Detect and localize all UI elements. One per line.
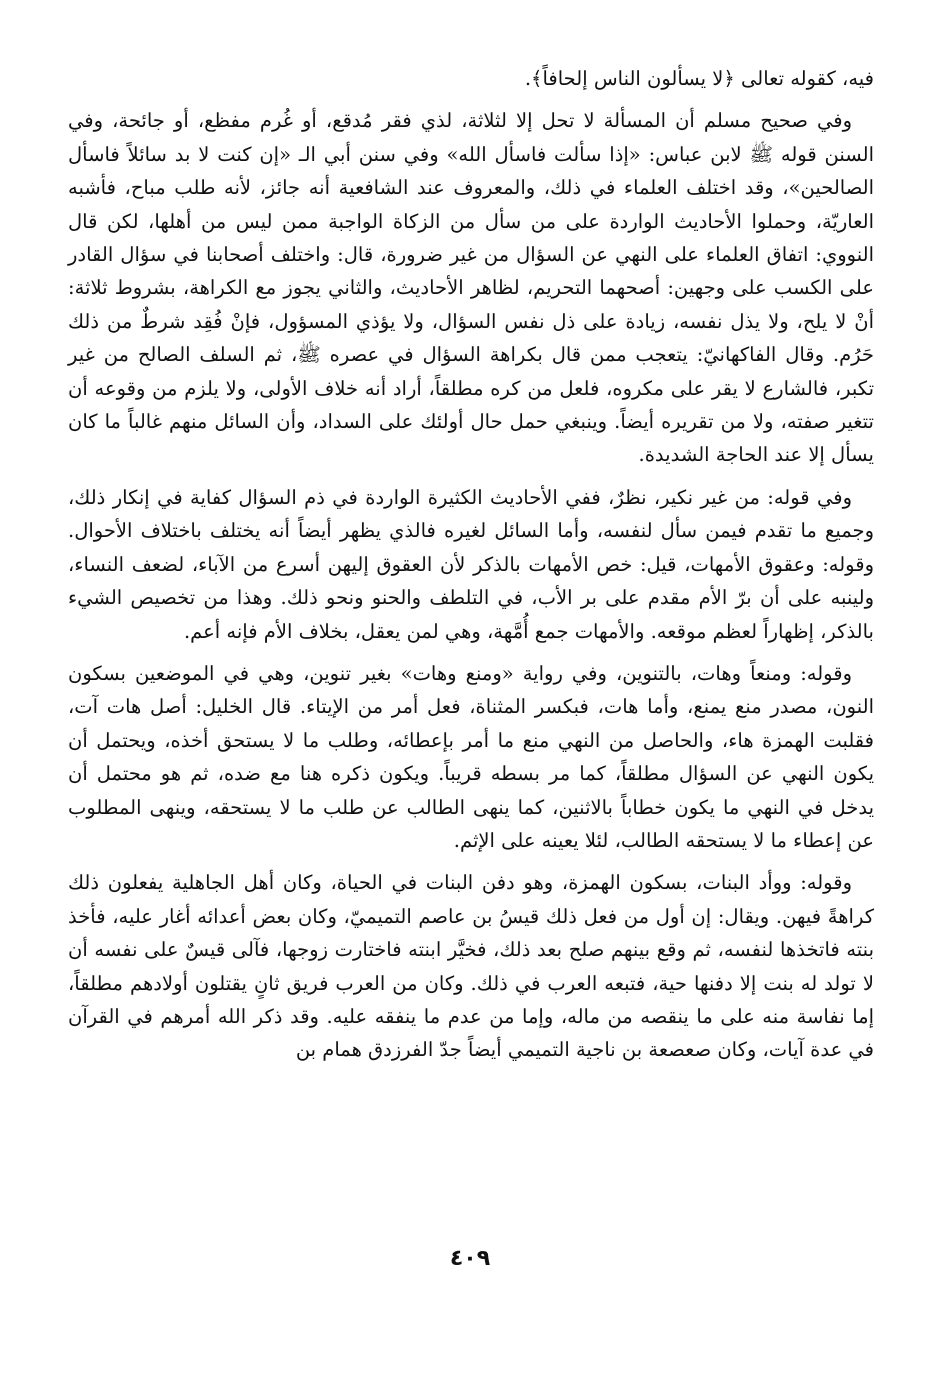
paragraph-begging: وفي صحيح مسلم أن المسألة لا تحل إلا لثلاثة، لذي فقر مُدقع، أو غُرم مفظع، أو جائحة، وفي السنن قوله ﷺ لابن عباس: «إذا سألت فاسأل الله» وفي سنن أبي الـ «إن كنت لا بد سائلاً فاسأل الصالحين»، وقد اختلف العلماء في ذلك، والمعروف عند الشافعية أنه جائز، لأنه طلب مباح، فأشبه العاريّة، وحملوا الأحاديث الواردة على من سأل من الزكاة الواجبة ممن ليس من أهلها، لكن قال النووي: اتفاق العلماء على النهي عن السؤال من غير ضرورة، قال: واختلف أصحابنا في سؤال القادر على الكسب على وجهين: أصحهما التحريم، لظاهر الأحاديث، والثاني يجوز مع الكراهة، بشروط ثلاثة: أنْ لا يلح، ولا يذل نفسه، زيادة على ذل نفس السؤال، ولا يؤذي المسؤول، فإنْ فُقِد شرطٌ من ذلك حَرُم. وقال الفاكهانيّ: يتعجب ممن قال بكراهة السؤال في عصره ﷺ، ثم السلف الصالح من غير تكبر، فالشارع لا يقر على مكروه، فلعل من كره مطلقاً، أراد أنه خلاف الأولى، ولا يلزم من وقوعه أن تتغير صفته، ولا من تقريره أيضاً. وينبغي حمل حال أولئك على السداد، وأن السائل منهم غالباً ما كان يسأل إلا عند الحاجة الشديدة. — [68, 109, 874, 467]
paragraph-burying-daughters: وقوله: ووأد البنات، بسكون الهمزة، وهو دفن البنات في الحياة، وكان أهل الجاهلية يفعلون ذلك كراهةً فيهن. ويقال: إن أول من فعل ذلك قيسُ بن عاصم التميميّ، وكان بعض أعدائه أغار عليه، فأخذ بنته فاتخذها لنفسه، ثم وقع بينهم صلح بعد ذلك، فخيَّر ابنته فاختارت زوجها، فآلى قيسٌ على نفسه أن لا تولد له بنت إلا دفنها حية، فتبعه العرب في ذلك. وكان من العرب فريق ثانٍ يقتلون أولادهم مطلقاً، إما نفاسة منه على ما ينقصه من ماله، وإما من عدم ما ينفقه عليه. وقد ذكر الله أمرهم في القرآن في عدة آيات، وكان صعصعة بن ناجية التميمي أيضاً جدّ الفرزدق همام بن — [68, 871, 874, 1062]
page-number: ٤٠٩ — [449, 1246, 491, 1271]
paragraph-mothers: وفي قوله: من غير نكير، نظرٌ، ففي الأحاديث الكثيرة الواردة في ذم السؤال كفاية في إنكار ذلك، وجميع ما تقدم فيمن سأل لنفسه، وأما السائل لغيره فالذي يظهر أيضاً أنه يختلف باختلاف الأحوال. وقوله: وعقوق الأمهات، قيل: خص الأمهات بالذكر لأن العقوق إليهن أسرع من الآباء، لضعف النساء، ولينبه على أن برّ الأم مقدم على بر الأب، في التلطف والحنو ونحو ذلك. وهذا من تخصيص الشيء بالذكر، إظهاراً لعظم موقعه. والأمهات جمع أُمَّهة، وهي لمن يعقل، بخلاف الأم فإنه أعم. — [68, 485, 874, 643]
paragraph-continuation: فيه، كقوله تعالى ﴿لا يسألون الناس إلحافاً﴾. — [524, 67, 874, 90]
page-body — [68, 62, 874, 1067]
paragraph-withholding: وقوله: ومنعاً وهات، بالتنوين، وفي رواية «ومنع وهات» بغير تنوين، وهي في الموضعين بسكون النون، مصدر منع يمنع، وأما هات، فبكسر المثناة، فعل أمر من الإيتاء. قال الخليل: أصل هات آت، فقلبت الهمزة هاء، والحاصل من النهي منع ما أمر بإعطائه، وطلب ما لا يستحق أخذه، ويحتمل أن يكون النهي عن السؤال مطلقاً، كما مر بسطه قريباً. ويكون ذكره هنا مع ضده، ثم هو محتمل أن يدخل في النهي ما يكون خطاباً بالاثنين، كما ينهى الطالب عن طلب ما لا يستحقه، وينهى المطلوب عن إعطاء ما لا يستحقه الطالب، لئلا يعينه على الإثم. — [68, 661, 874, 852]
